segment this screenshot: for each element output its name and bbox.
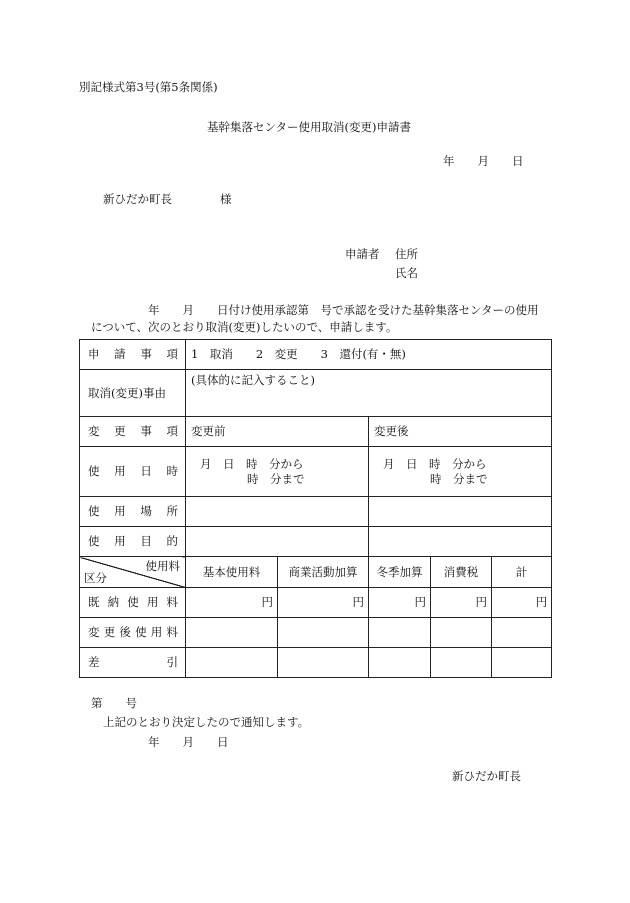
request-label: 申請事項 xyxy=(80,340,186,370)
datetime-after xyxy=(369,447,552,497)
datetime-label: 使用日時 xyxy=(80,447,186,497)
purpose-before xyxy=(186,527,369,557)
datetime-after-to: 時 分まで xyxy=(430,471,488,486)
fee-column-total: 計 xyxy=(492,557,552,588)
changed-fee-cell xyxy=(369,618,431,648)
changed-fee-cell xyxy=(492,618,552,648)
form-reference: 別記様式第3号(第5条関係) xyxy=(79,80,218,94)
reason-label: 取消(変更)事由 xyxy=(80,370,186,417)
difference-cell xyxy=(186,648,278,678)
difference-cell xyxy=(431,648,492,678)
request-options: 1 取消 2 変更 3 還付(有・無) xyxy=(186,340,552,370)
changed-fee-cell xyxy=(186,618,278,648)
purpose-label: 使用目的 xyxy=(80,527,186,557)
table-row xyxy=(80,648,552,678)
difference-cell xyxy=(369,648,431,678)
table-row xyxy=(80,497,552,527)
table-row xyxy=(80,527,552,557)
datetime-after-from: 月 日 時 分から xyxy=(383,457,487,472)
yen-unit: 円 xyxy=(369,588,431,618)
table-row xyxy=(80,447,552,497)
purpose-after xyxy=(369,527,552,557)
changed-fee-cell xyxy=(278,618,369,648)
yen-unit: 円 xyxy=(186,588,278,618)
fee-column-tax: 消費税 xyxy=(431,557,492,588)
issuer-name: 新ひだか町長 xyxy=(452,769,521,783)
table-row xyxy=(80,370,552,417)
notice-date: 年 月 日 xyxy=(148,735,229,749)
change-items-label: 変更事項 xyxy=(80,417,186,447)
table-row xyxy=(80,588,552,618)
category-header-label: 区分 xyxy=(84,570,107,585)
after-header: 変更後 xyxy=(369,417,552,447)
place-label: 使用場所 xyxy=(80,497,186,527)
paid-fee-label: 既納使用料 xyxy=(80,588,186,618)
fee-header-label: 使用料 xyxy=(145,559,180,573)
table-row xyxy=(80,618,552,648)
table-row xyxy=(80,340,552,370)
table-row xyxy=(80,417,552,447)
date-line: 年 月 日 xyxy=(443,154,524,168)
applicant-name-label: 氏名 xyxy=(395,266,418,280)
place-before xyxy=(186,497,369,527)
changed-fee-label: 変更後使用料 xyxy=(80,618,186,648)
datetime-before-to: 時 分まで xyxy=(247,471,305,486)
datetime-before xyxy=(186,447,369,497)
applicant-address-label: 住所 xyxy=(395,247,418,261)
fee-diagonal-header xyxy=(80,557,186,588)
notice-text: 上記のとおり決定したので通知します。 xyxy=(103,715,310,729)
changed-fee-cell xyxy=(431,618,492,648)
intro-line-2: について、次のとおり取消(変更)したいので、申請します。 xyxy=(91,320,398,334)
fee-column-basic: 基本使用料 xyxy=(186,557,278,588)
yen-unit: 円 xyxy=(431,588,492,618)
yen-unit: 円 xyxy=(278,588,369,618)
notice-number: 第 号 xyxy=(91,696,137,710)
page-title: 基幹集落センター使用取消(変更)申請書 xyxy=(207,120,412,134)
addressee-honorific: 様 xyxy=(220,192,232,206)
intro-line-1: 年 月 日付け使用承認第 号で承認を受けた基幹集落センターの使用 xyxy=(148,303,539,317)
before-header: 変更前 xyxy=(186,417,369,447)
difference-cell xyxy=(278,648,369,678)
fee-column-commercial: 商業活動加算 xyxy=(278,557,369,588)
difference-label: 差引 xyxy=(80,648,186,678)
applicant-label: 申請者 xyxy=(345,247,380,261)
datetime-before-from: 月 日 時 分から xyxy=(200,457,304,472)
difference-cell xyxy=(492,648,552,678)
fee-column-winter: 冬季加算 xyxy=(369,557,431,588)
place-after xyxy=(369,497,552,527)
addressee-name: 新ひだか町長 xyxy=(103,192,172,206)
yen-unit: 円 xyxy=(492,588,552,618)
table-row xyxy=(80,557,552,588)
reason-note: (具体的に記入すること) xyxy=(186,370,552,417)
application-table xyxy=(79,339,552,678)
